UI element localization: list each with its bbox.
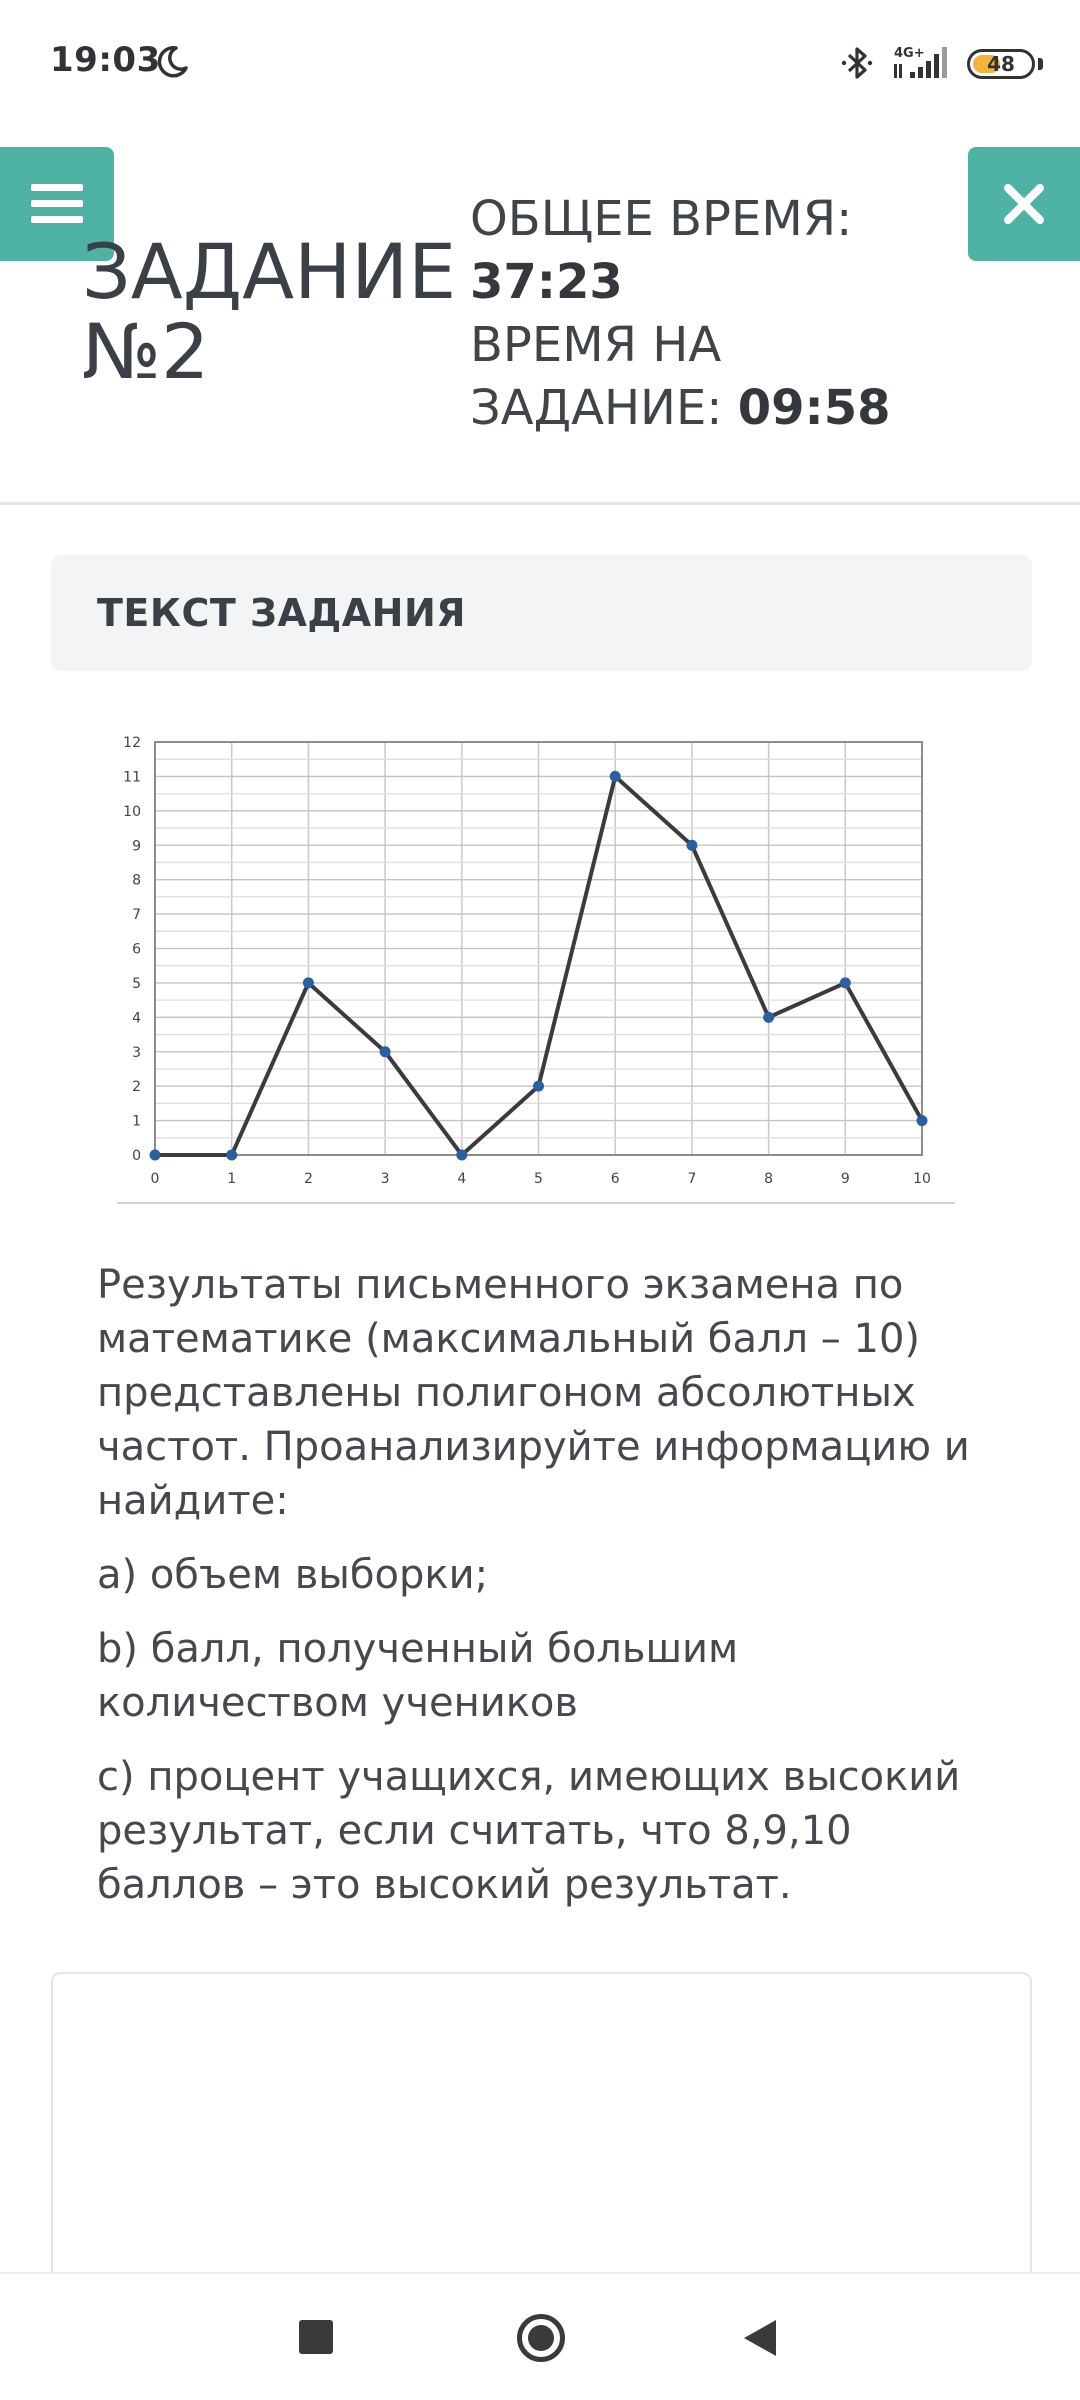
battery-level: 48 — [987, 52, 1015, 76]
chart-x-tick-label: 10 — [913, 1171, 931, 1187]
chart-x-tick-label: 0 — [150, 1171, 160, 1187]
problem-intro: Результаты письменного экзамена по математике (максимальный балл – 10) представлены полигоном абсолютных частот. Проанализируйте информацию и найдите: — [97, 1262, 970, 1524]
back-button[interactable] — [742, 2318, 778, 2358]
home-button[interactable] — [517, 2314, 565, 2362]
problem-part-c: c) процент учащихся, имеющих высокий результат, если считать, что 8,9,10 баллов – это высокий результат. — [97, 1754, 961, 1908]
chart-data-point — [686, 840, 697, 851]
status-time: 19:03 — [50, 40, 161, 80]
navigation-bar — [0, 2272, 1080, 2400]
battery-tip — [1038, 58, 1043, 70]
timer-block — [470, 188, 990, 440]
chart-data-point — [610, 771, 621, 782]
chart-y-tick-label: 11 — [123, 769, 141, 786]
task-time-label-line1: ВРЕМЯ НА — [470, 317, 722, 373]
chart-data-point — [303, 977, 314, 988]
network-type-label: 4G+ — [894, 46, 925, 61]
task-title-line1: ЗАДАНИЕ — [82, 227, 457, 316]
chart-y-tick-label: 0 — [132, 1148, 141, 1164]
problem-text — [97, 1258, 997, 1932]
task-time-label-line2: ЗАДАНИЕ: — [470, 380, 723, 436]
chart-y-tick-label: 6 — [132, 941, 141, 958]
chart-x-tick-label: 9 — [840, 1171, 850, 1187]
chart-y-tick-label: 1 — [132, 1113, 141, 1130]
chart-y-tick-label: 9 — [132, 838, 141, 855]
battery-indicator — [967, 49, 1035, 79]
chart-y-tick-label: 5 — [132, 975, 141, 992]
total-time-label: ОБЩЕЕ ВРЕМЯ: — [470, 191, 853, 247]
total-time-value: 37:23 — [470, 254, 623, 310]
chart-data-point — [456, 1150, 467, 1161]
chart-x-tick-label: 8 — [764, 1171, 774, 1187]
chart-x-tick-label: 3 — [380, 1171, 390, 1187]
chart-y-tick-label: 8 — [132, 872, 141, 889]
chart-x-tick-label: 5 — [534, 1171, 543, 1187]
chart-y-tick-label: 7 — [132, 907, 141, 924]
task-title-line2: №2 — [82, 307, 210, 396]
frequency-polygon-chart — [97, 700, 977, 1220]
chart-y-tick-label: 4 — [132, 1010, 141, 1027]
chart-y-tick-label: 3 — [132, 1044, 141, 1061]
chart-data-point — [533, 1081, 544, 1092]
chart-x-tick-label: 2 — [303, 1171, 313, 1187]
chart-data-point — [840, 977, 851, 988]
chart-data-point — [226, 1150, 237, 1161]
chart-x-tick-label: 7 — [687, 1171, 697, 1187]
problem-part-a: a) объем выборки; — [97, 1552, 489, 1598]
task-title — [82, 227, 462, 396]
bluetooth-icon — [840, 44, 874, 82]
chart-x-tick-label: 1 — [227, 1171, 237, 1187]
chart-x-tick-label: 4 — [457, 1171, 467, 1187]
close-icon — [1003, 183, 1045, 225]
chart-y-tick-label: 2 — [132, 1079, 141, 1096]
section-title: ТЕКСТ ЗАДАНИЯ — [97, 591, 467, 635]
signal-icon — [892, 44, 954, 80]
chart-y-tick-label: 12 — [123, 735, 141, 751]
hamburger-icon — [31, 180, 83, 228]
chart-data-point — [150, 1150, 161, 1161]
chart-y-tick-label: 10 — [123, 803, 141, 820]
status-bar — [0, 0, 1080, 125]
moon-icon — [154, 44, 190, 80]
header-divider — [0, 502, 1080, 505]
answer-area[interactable] — [51, 1972, 1032, 2292]
chart-data-point — [917, 1115, 928, 1126]
chart-data-point — [380, 1046, 391, 1057]
recent-apps-button[interactable] — [299, 2320, 333, 2354]
section-header — [51, 555, 1032, 671]
problem-part-b: b) балл, полученный большим количеством учеников — [97, 1626, 739, 1726]
chart-data-point — [763, 1012, 774, 1023]
task-time-value: 09:58 — [737, 380, 891, 436]
chart-x-tick-label: 6 — [610, 1171, 620, 1187]
